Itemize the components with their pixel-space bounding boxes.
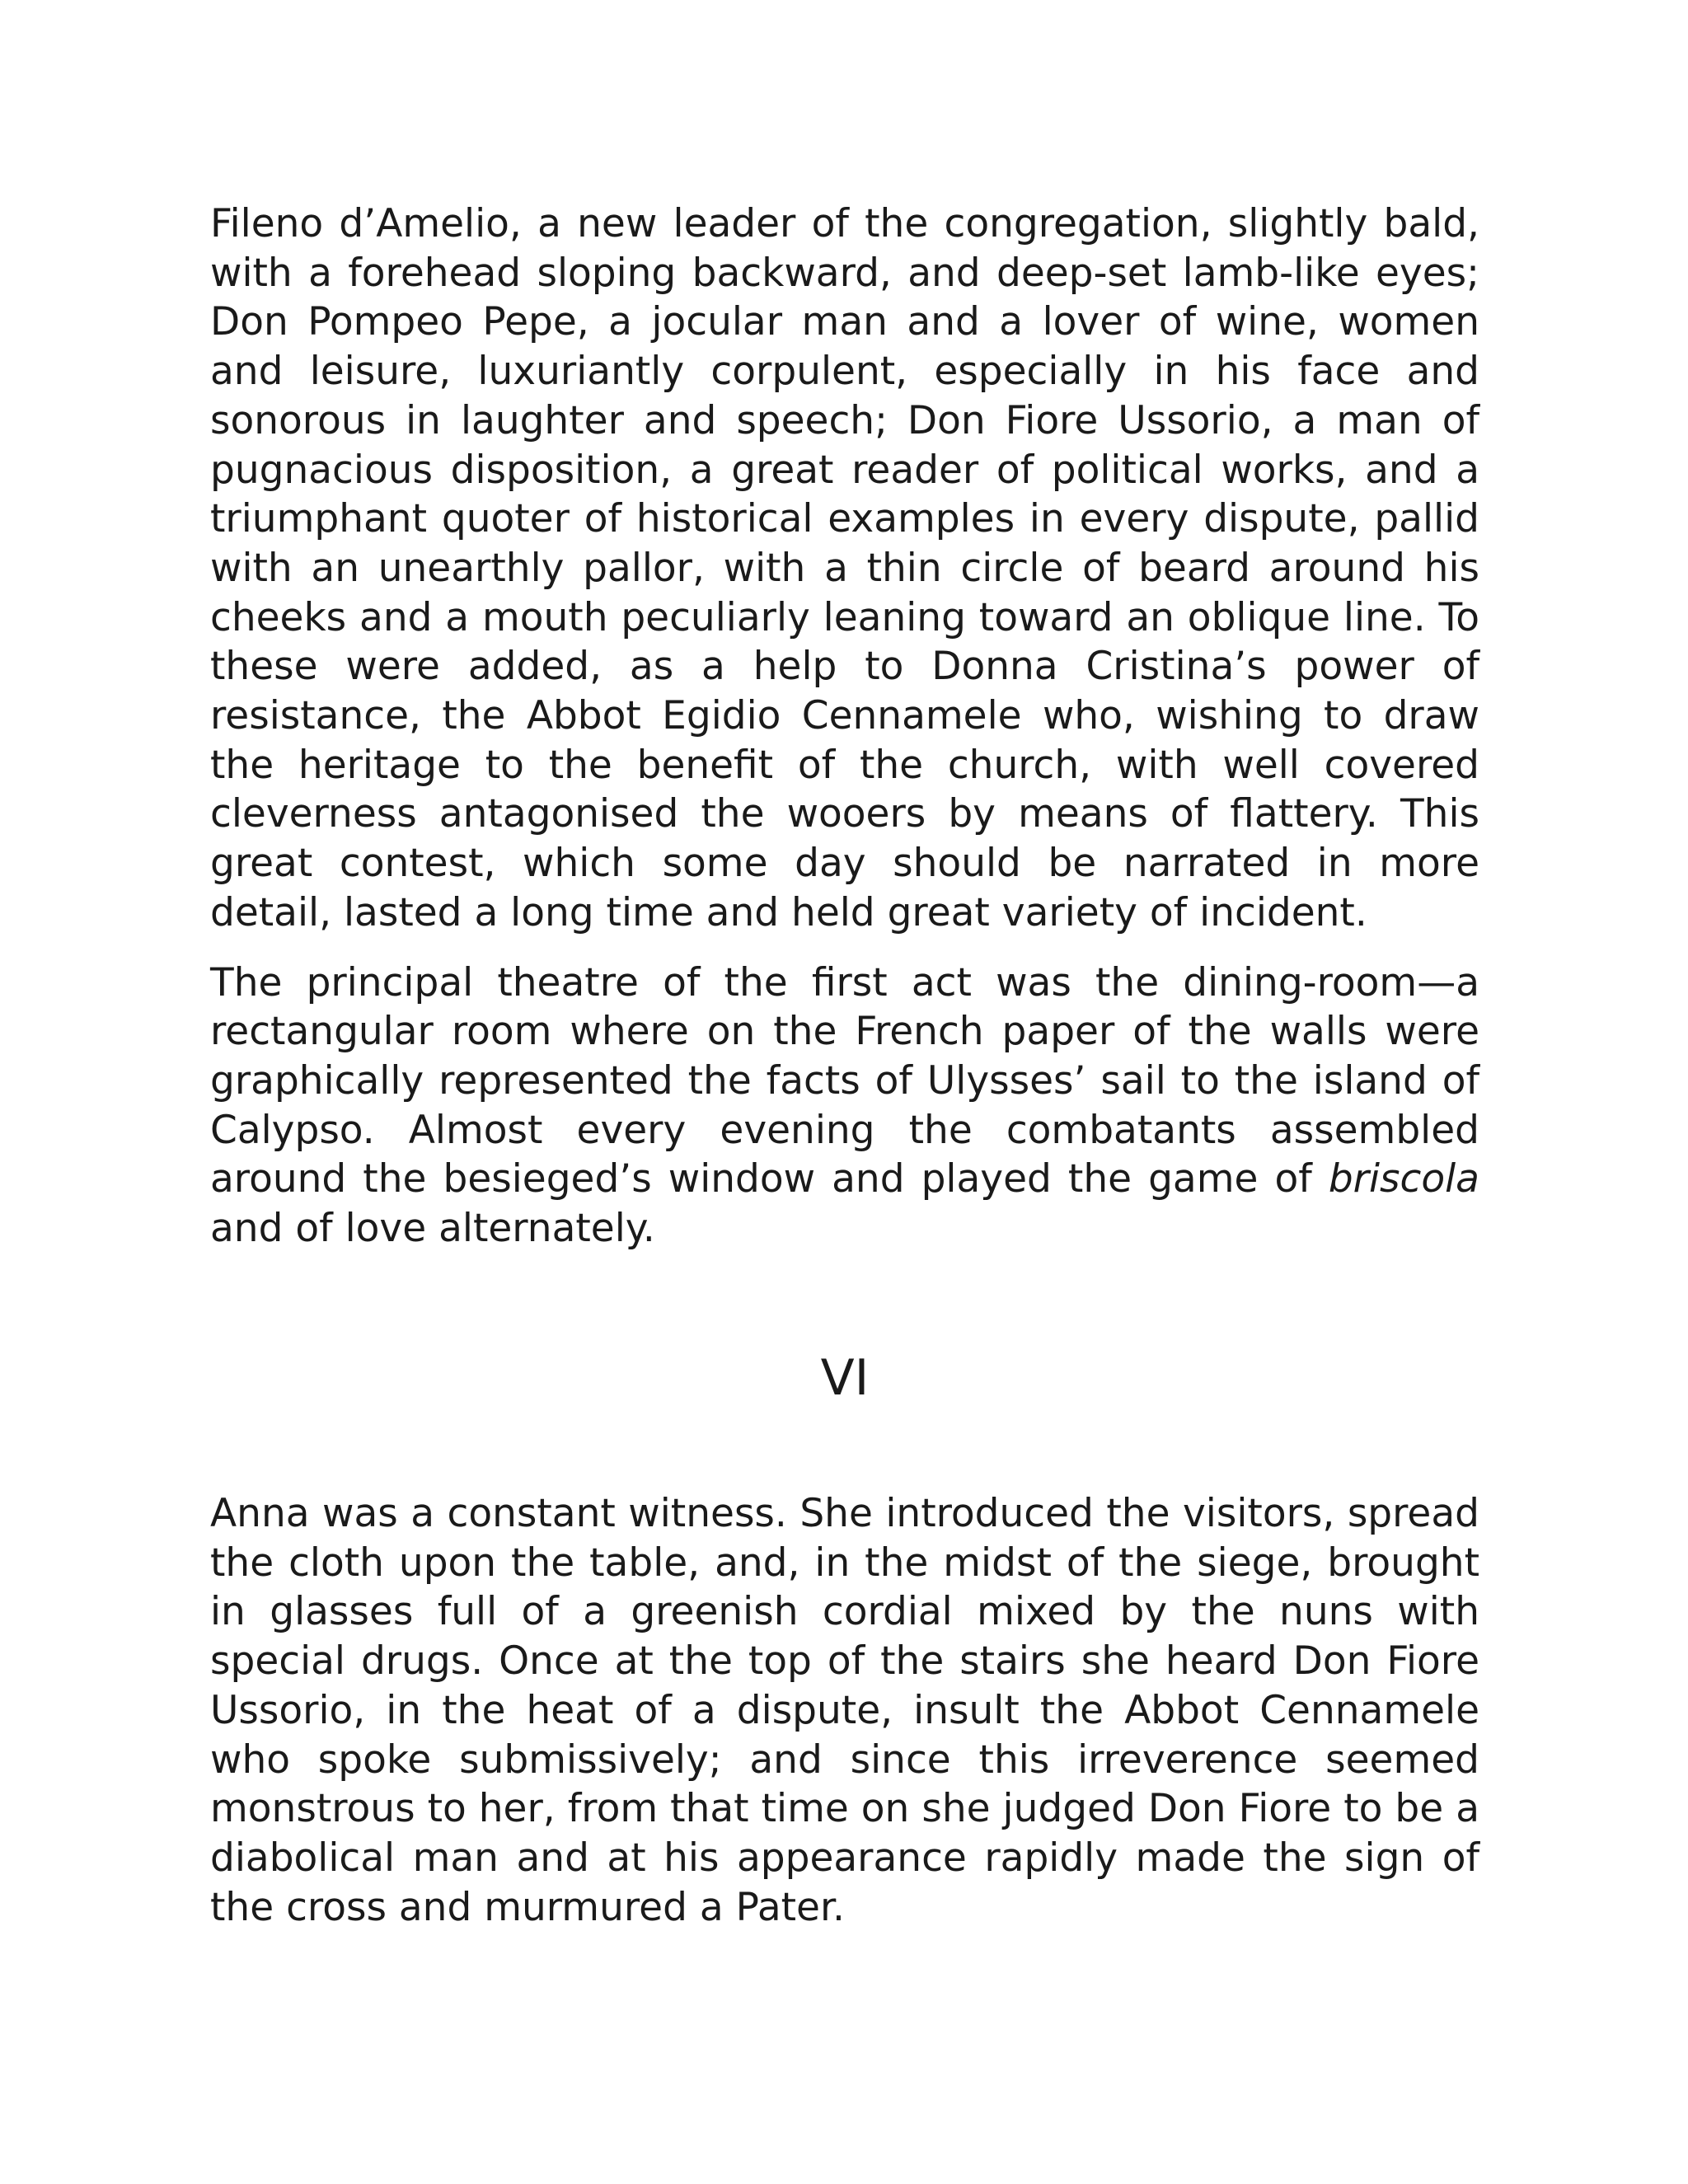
paragraph-anna-witness: Anna was a constant witness. She introduced the visitors, spread the cloth upon the table, and, in the midst of the siege, brought in glasses full of a greenish cordial mixed by the nuns with special drugs. Once at the top of the stairs she heard Don Fiore Ussorio, in the heat of a dispute, insult the Abbot Cennamele who spoke submissively; and since this irreverence seemed monstrous to her, from that time on she judged Don Fiore to be a diabolical man and at his appearance rapidly made the sign of the cross and murmured a Pater. (210, 1491, 1479, 1930)
italic-term-briscola: briscola (1328, 1156, 1479, 1202)
paragraph-dining-room (210, 958, 1479, 1254)
paragraph-suitors: Fileno d’Amelio, a new leader of the congregation, slightly bald, with a forehead sloping backward, and deep-set lamb-like eyes; Don Pompeo Pepe, a jocular man and a lover of wine, women and leisure, luxuriantly corpulent, especially in his face and sonorous in laughter and speech; Don Fiore Ussorio, a man of pugnacious disposition, a great reader of political works, and a triumphant quoter of historical examples in every dispute, pallid with an unearthly pallor, with a thin circle of beard around his cheeks and a mouth peculiarly leaning toward an oblique line. To these were added, as a help to Donna Cristina’s power of resistance, the Abbot Egidio Cennamele who, wishing to draw the heritage to the benefit of the church, with well covered cleverness antagonised the wooers by means of flattery. This great contest, which some day should be narrated in more detail, lasted a long time and held great variety of incident. (210, 201, 1479, 935)
paragraph-dining-room-text-start: The principal theatre of the first act was the dining-room—a rectangular room where on the French paper of the walls were graphically represented the facts of Ulysses’ sail to the island of Calypso. Almost every evening the combatants assembled around the besieged’s window and played the game of (210, 959, 1479, 1202)
paragraph-dining-room-text-end: and of love alternately. (210, 1206, 655, 1252)
document-page (210, 199, 1479, 1930)
chapter-heading: VI (820, 1349, 870, 1407)
